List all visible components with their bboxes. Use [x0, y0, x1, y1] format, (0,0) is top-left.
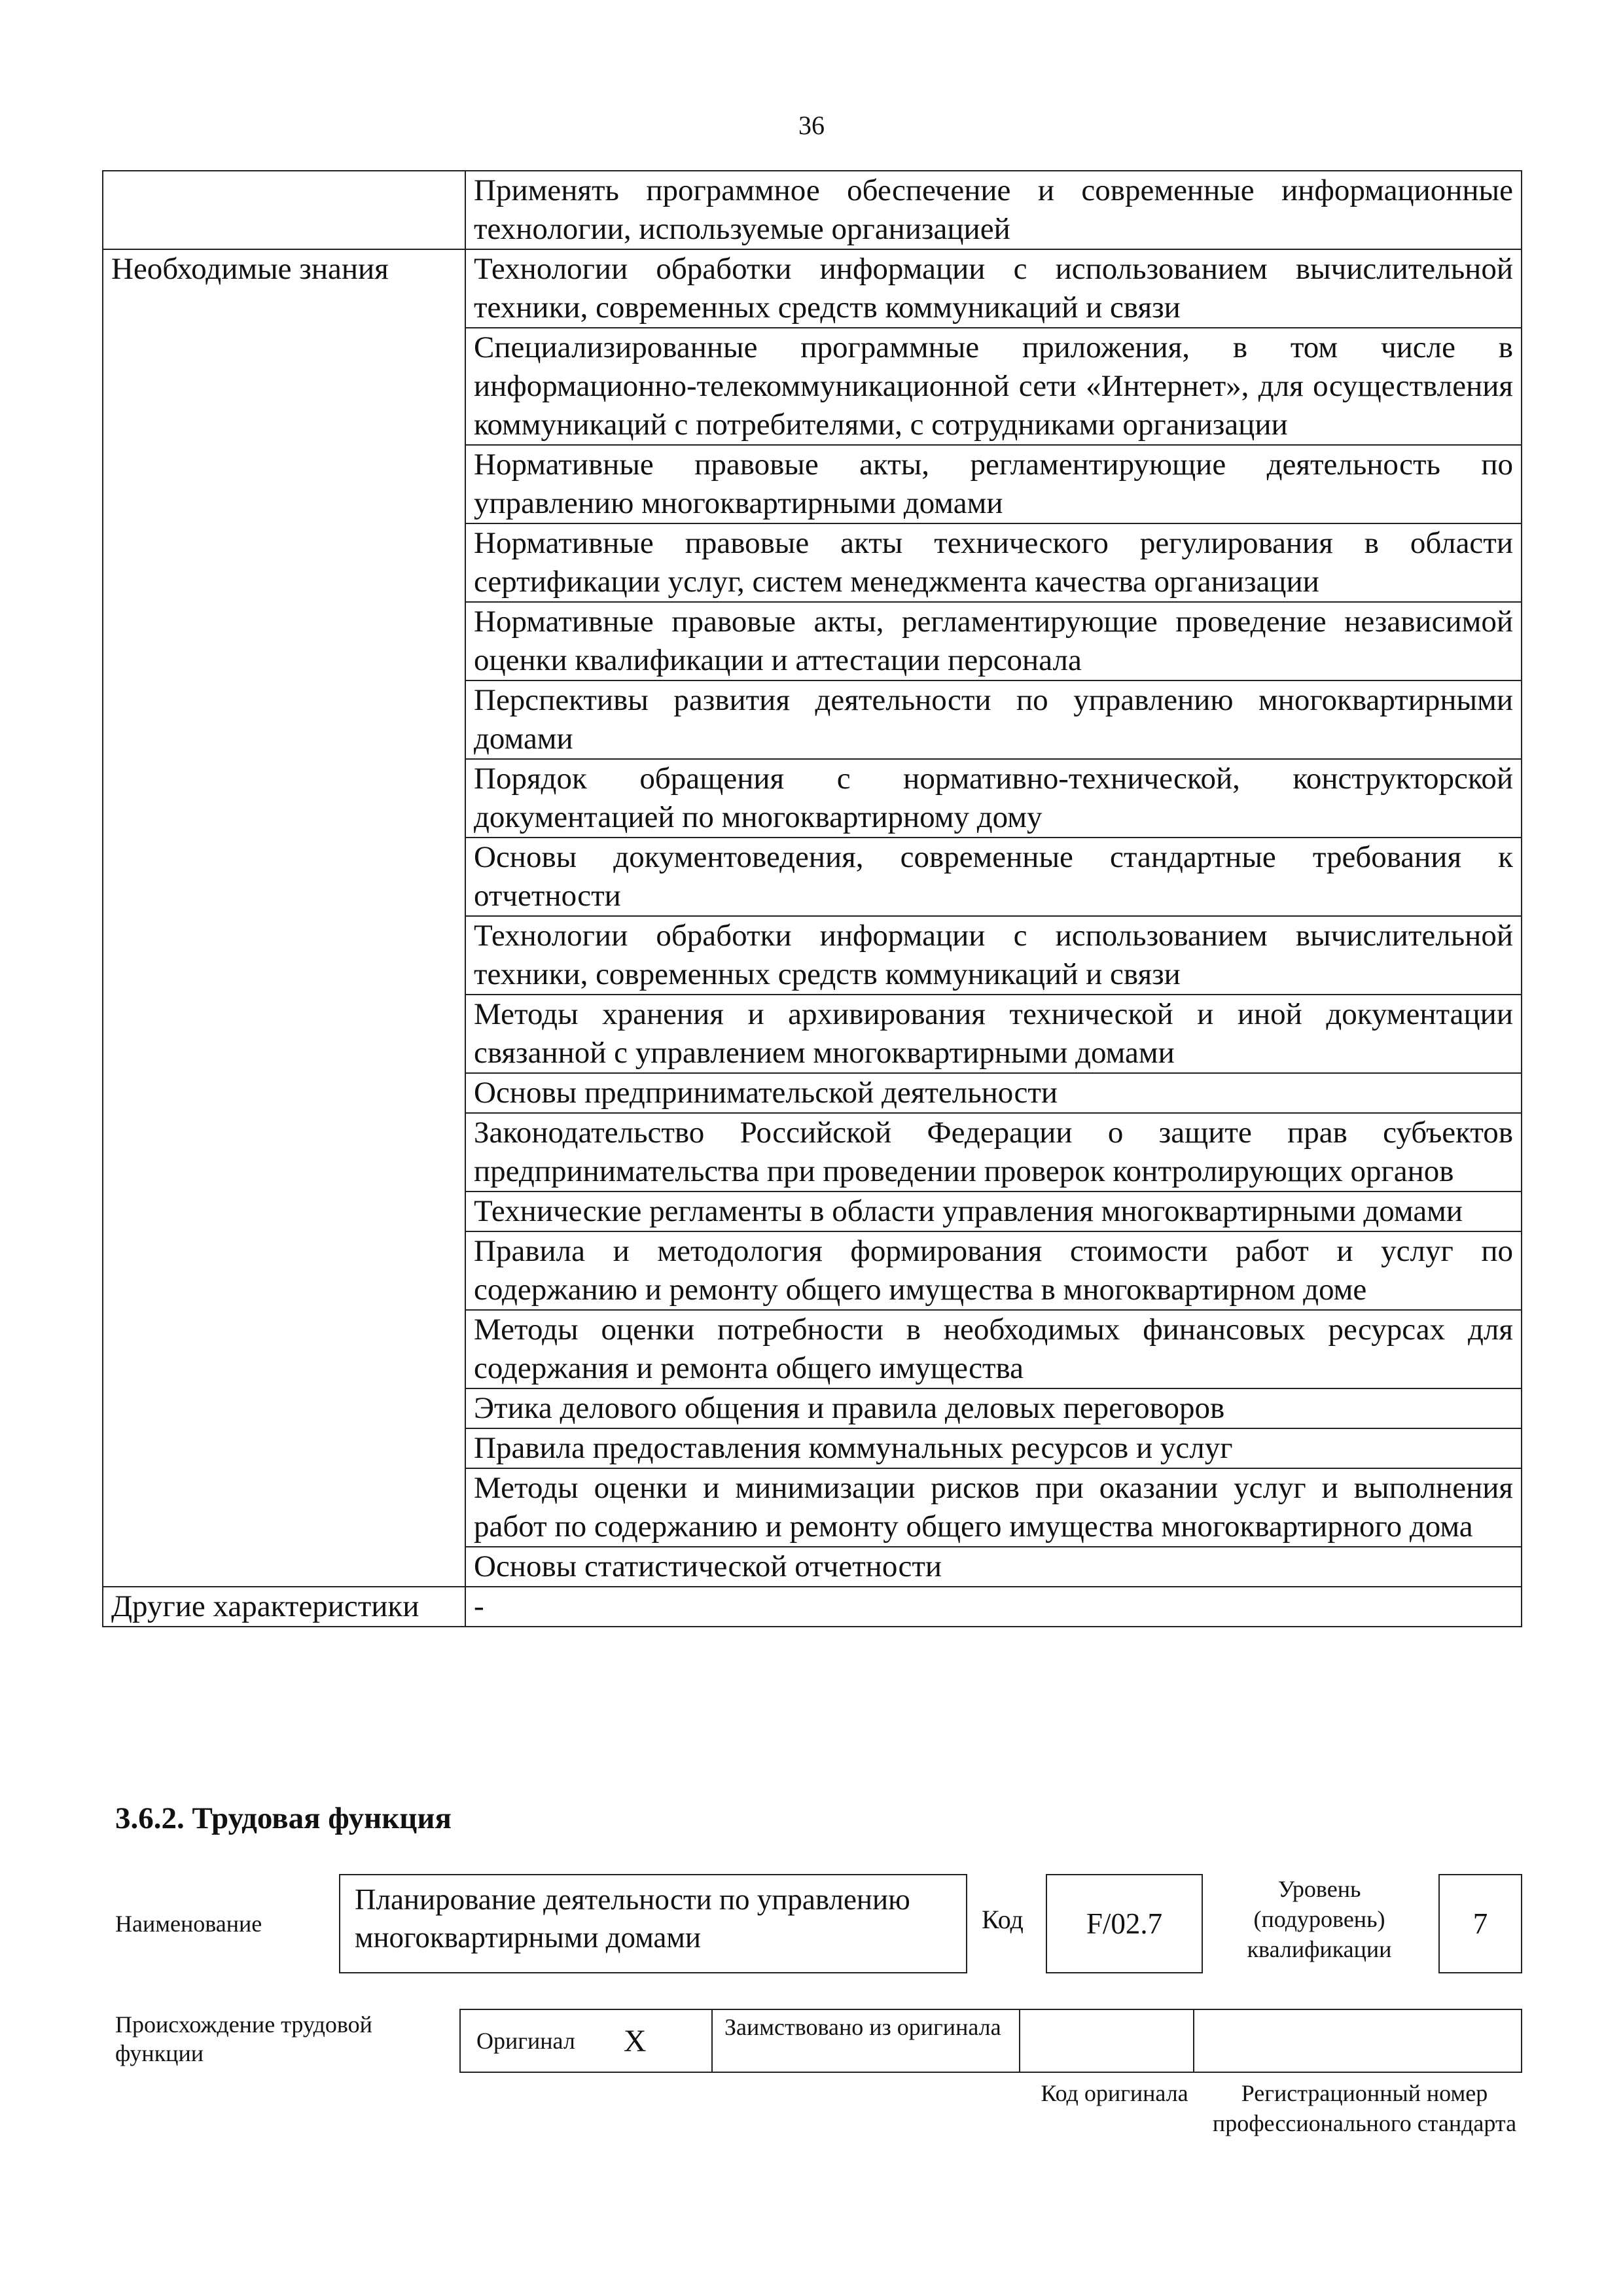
knowledge-item: Основы статистической отчетности [465, 1547, 1522, 1587]
knowledge-item: Специализированные программные приложения, в том числе в информационно-телекоммуникационной сети «Интернет», для осуществления коммуникаций с потребителями, с сотрудниками организации [465, 328, 1522, 445]
knowledge-item: Порядок обращения с нормативно-технической, конструкторской документацией по многоквартирному дому [465, 759, 1522, 838]
knowledge-item: Методы хранения и архивирования технической и иной документации связанной с управлением многоквартирными домами [465, 995, 1522, 1073]
origin-label: Происхождение трудовой функции [115, 2011, 372, 2066]
knowledge-item: Нормативные правовые акты, регламентирующие проведение независимой оценки квалификации и аттестации персонала [465, 602, 1522, 680]
other-characteristics-label: Другие характеристики [103, 1587, 465, 1627]
original-cell [461, 2010, 713, 2072]
original-mark: X [623, 2023, 647, 2058]
table-row [103, 249, 1522, 328]
knowledge-item: Нормативные правовые акты технического регулирования в области сертификации услуг, систем менеджмента качества организации [465, 523, 1522, 602]
knowledge-label: Необходимые знания [103, 249, 465, 1587]
skill-text: Применять программное обеспечение и современные информационные технологии, используемые организацией [465, 171, 1522, 249]
section-title: 3.6.2. Трудовая функция [115, 1801, 452, 1835]
knowledge-item: Основы предпринимательской деятельности [465, 1073, 1522, 1113]
knowledge-item: Правила и методология формирования стоимости работ и услуг по содержанию и ремонту общего имущества в многоквартирном доме [465, 1231, 1522, 1310]
knowledge-item: Правила предоставления коммунальных ресурсов и услуг [465, 1428, 1522, 1468]
original-label: Оригинал [476, 2028, 575, 2054]
code-original-cell [1020, 2010, 1194, 2072]
knowledge-item: Перспективы развития деятельности по управлению многоквартирными домами [465, 680, 1522, 759]
knowledge-item: Этика делового общения и правила деловых переговоров [465, 1388, 1522, 1428]
knowledge-table [102, 170, 1522, 1627]
table-row [103, 171, 1522, 249]
knowledge-item: Законодательство Российской Федерации о защите прав субъектов предпринимательства при проведении проверок контролирующих органов [465, 1113, 1522, 1192]
code-value-box: F/02.7 [1046, 1874, 1203, 1973]
knowledge-item: Технические регламенты в области управления многоквартирными домами [465, 1192, 1522, 1231]
knowledge-item: Методы оценки и минимизации рисков при оказании услуг и выполнения работ по содержанию и ремонту общего имущества многоквартирного дома [465, 1468, 1522, 1547]
origin-row [459, 2009, 1522, 2073]
table-row [103, 1587, 1522, 1627]
function-name-box: Планирование деятельности по управлению многоквартирными домами [339, 1874, 967, 1973]
knowledge-item: Технологии обработки информации с использованием вычислительной техники, современных средств коммуникаций и связи [465, 249, 1522, 328]
page-number: 36 [798, 111, 825, 140]
reg-number-caption: Регистрационный номер профессионального стандарта [1212, 2080, 1517, 2136]
qualification-level-box: 7 [1438, 1874, 1522, 1973]
qualification-level-label: Уровень (подуровень) квалификации [1247, 1876, 1392, 1962]
borrowed-cell: Заимствовано из оригинала [713, 2010, 1020, 2072]
code-original-caption: Код оригинала [1041, 2080, 1188, 2106]
reg-number-cell [1194, 2010, 1521, 2072]
knowledge-item: Нормативные правовые акты, регламентирующие деятельность по управлению многоквартирными домами [465, 445, 1522, 523]
empty-label-cell [103, 171, 465, 249]
other-characteristics-value: - [465, 1587, 1522, 1627]
code-label: Код [982, 1905, 1024, 1934]
name-label: Наименование [115, 1911, 262, 1937]
knowledge-item: Основы документоведения, современные стандартные требования к отчетности [465, 838, 1522, 916]
knowledge-item: Технологии обработки информации с использованием вычислительной техники, современных средств коммуникаций и связи [465, 916, 1522, 995]
knowledge-item: Методы оценки потребности в необходимых финансовых ресурсах для содержания и ремонта общего имущества [465, 1310, 1522, 1388]
